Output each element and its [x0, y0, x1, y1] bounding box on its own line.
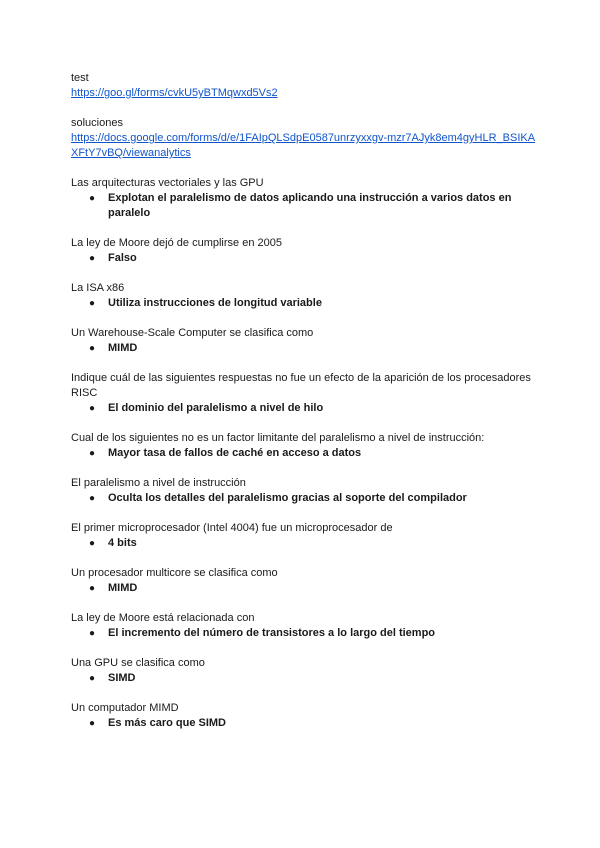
answer-text: Utiliza instrucciones de longitud variable — [108, 297, 322, 309]
answer-item — [71, 536, 540, 551]
question-text: La ISA x86 — [71, 282, 125, 294]
bullet-icon: ● — [89, 448, 96, 459]
bullet-icon: ● — [89, 298, 96, 309]
qa-item — [71, 521, 540, 551]
qa-item — [71, 476, 540, 506]
bullet-icon: ● — [89, 493, 96, 504]
bullet-icon: ● — [89, 343, 96, 354]
question-text: Un computador MIMD — [71, 702, 179, 714]
answer-text: MIMD — [108, 582, 138, 594]
answer-item — [71, 251, 540, 266]
question-text: Indique cuál de las siguientes respuestas no fue un efecto de la aparición de los procesadores RISC — [71, 372, 531, 399]
answer-text: 4 bits — [108, 537, 137, 549]
answer-text: El dominio del paralelismo a nivel de hilo — [108, 402, 324, 414]
question-text: Las arquitecturas vectoriales y las GPU — [71, 177, 264, 189]
answer-list — [71, 491, 540, 506]
answer-item — [71, 716, 540, 731]
question-text: Una GPU se clasifica como — [71, 657, 205, 669]
qa-item — [71, 176, 540, 221]
answer-list — [71, 671, 540, 686]
answer-text: El incremento del número de transistores a lo largo del tiempo — [108, 627, 436, 639]
question-text: El primer microprocesador (Intel 4004) fue un microprocesador de — [71, 522, 393, 534]
answer-list — [71, 536, 540, 551]
qa-item — [71, 236, 540, 266]
qa-item — [71, 431, 540, 461]
qa-item — [71, 656, 540, 686]
answer-list — [71, 401, 540, 416]
answer-list — [71, 251, 540, 266]
bullet-icon: ● — [89, 718, 96, 729]
answer-item — [71, 341, 540, 356]
answer-text: Mayor tasa de fallos de caché en acceso a datos — [108, 447, 362, 459]
qa-item — [71, 701, 540, 731]
qa-item — [71, 566, 540, 596]
bullet-icon: ● — [89, 193, 96, 204]
answer-list — [71, 341, 540, 356]
qa-item — [71, 326, 540, 356]
answer-text: Es más caro que SIMD — [108, 717, 226, 729]
answer-item — [71, 401, 540, 416]
bullet-icon: ● — [89, 253, 96, 264]
answer-list — [71, 446, 540, 461]
answer-item — [71, 626, 540, 641]
qa-list — [71, 176, 540, 731]
answer-list — [71, 626, 540, 641]
qa-item — [71, 281, 540, 311]
qa-item — [71, 611, 540, 641]
answer-item — [71, 581, 540, 596]
question-text: La ley de Moore está relacionada con — [71, 612, 255, 624]
solutions-form-link[interactable]: https://docs.google.com/forms/d/e/1FAIpQLSdpE0587unrzyxxgv-mzr7AJyk8em4gyHLR_BSIKAXFtY7vBQ/viewanalytics — [71, 132, 536, 159]
answer-item — [71, 191, 540, 221]
answer-text: Explotan el paralelismo de datos aplicando una instrucción a varios datos en paralelo — [108, 192, 512, 219]
bullet-icon: ● — [89, 673, 96, 684]
solutions-label: soluciones — [71, 117, 123, 129]
answer-item — [71, 491, 540, 506]
bullet-icon: ● — [89, 538, 96, 549]
answer-list — [71, 716, 540, 731]
bullet-icon: ● — [89, 583, 96, 594]
answer-item — [71, 671, 540, 686]
test-form-link[interactable]: https://goo.gl/forms/cvkU5yBTMqwxd5Vs2 — [71, 87, 278, 99]
answer-item — [71, 296, 540, 311]
bullet-icon: ● — [89, 628, 96, 639]
question-text: Cual de los siguientes no es un factor limitante del paralelismo a nivel de instrucción: — [71, 432, 485, 444]
answer-list — [71, 296, 540, 311]
question-text: Un procesador multicore se clasifica como — [71, 567, 278, 579]
answer-list — [71, 581, 540, 596]
question-text: Un Warehouse-Scale Computer se clasifica como — [71, 327, 314, 339]
bullet-icon: ● — [89, 403, 96, 414]
question-text: La ley de Moore dejó de cumplirse en 2005 — [71, 237, 282, 249]
question-text: El paralelismo a nivel de instrucción — [71, 477, 246, 489]
answer-list — [71, 191, 540, 221]
answer-text: Oculta los detalles del paralelismo gracias al soporte del compilador — [108, 492, 467, 504]
answer-item — [71, 446, 540, 461]
qa-item — [71, 371, 540, 416]
answer-text: MIMD — [108, 342, 138, 354]
answer-text: Falso — [108, 252, 137, 264]
test-label: test — [71, 72, 89, 84]
answer-text: SIMD — [108, 672, 136, 684]
